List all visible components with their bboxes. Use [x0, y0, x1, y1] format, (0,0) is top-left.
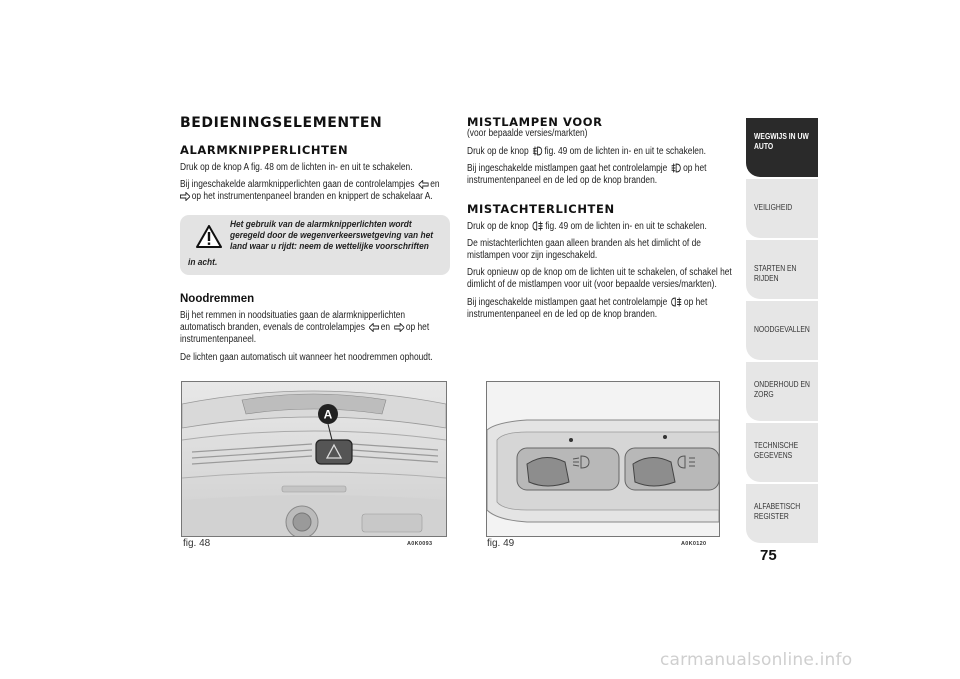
brake-l2b: en [380, 322, 391, 333]
alarm-p2b: en [430, 179, 440, 190]
arrow-left-icon [418, 180, 428, 189]
tab-label: TECHNISCHE GEGEVENS [754, 440, 799, 460]
fig49-code: A0K0120 [681, 541, 707, 547]
alarm-p1: Druk op de knop A fig. 48 om de lichten in- en uit te schakelen. [180, 162, 413, 173]
rear-p6 [467, 297, 707, 309]
brake-l1: Bij het remmen in noodsituaties gaan de alarmknipperlichten [180, 310, 406, 321]
brake-title: Noodremmen [180, 293, 255, 305]
page-number: 75 [760, 547, 777, 564]
rear-p3: mistlampen voor zijn ingeschakeld. [467, 250, 598, 261]
rear-p6b: op het [683, 297, 708, 308]
fog-p2a: Bij ingeschakelde mistlampen gaat het controlelampje [467, 163, 668, 174]
tab-label: WEGWIJS IN UW AUTO [754, 131, 809, 151]
fog-p2c: instrumentenpaneel en de led op de knop branden. [467, 175, 658, 186]
rear-fog-icon [671, 297, 682, 307]
tab-noodgevallen[interactable] [746, 301, 818, 360]
warning-box [180, 215, 450, 275]
fig49-label: fig. 49 [487, 538, 515, 549]
fig48-dashboard-illustration [182, 382, 446, 536]
tab-label: NOODGEVALLEN [754, 324, 810, 334]
rear-p1 [467, 221, 707, 233]
section-title: BEDIENINGSELEMENTEN [180, 115, 383, 131]
warning-l3: land waar u rijdt: neem de wettelijke voorschriften [230, 241, 429, 252]
brake-l2 [180, 322, 429, 334]
tab-starten[interactable] [746, 240, 818, 299]
tab-register[interactable] [746, 484, 818, 543]
fig48-code: A0K0093 [407, 541, 433, 547]
rear-p7: instrumentenpaneel en de led op de knop branden. [467, 309, 658, 320]
rear-p1b: fig. 49 om de lichten in- en uit te schakelen. [545, 221, 707, 232]
front-fog-icon [671, 163, 681, 173]
warning-l1: Het gebruik van de alarmknipperlichten wordt [230, 219, 412, 230]
rear-fog-icon [533, 221, 544, 231]
arrow-right-icon [180, 192, 190, 201]
tab-onderhoud[interactable] [746, 362, 818, 421]
brake-l3: instrumentenpaneel. [180, 334, 257, 345]
alarm-p2c: op het instrumentenpaneel branden en knippert de schakelaar A. [191, 191, 433, 202]
rear-title: MISTACHTERLICHTEN [467, 202, 615, 216]
arrow-right-icon [394, 323, 404, 332]
fig48-marker: A [323, 407, 333, 422]
fog-p1b: fig. 49 om de lichten in- en uit te schakelen. [544, 146, 706, 157]
tab-veiligheid[interactable] [746, 179, 818, 238]
rear-p4: Druk opnieuw op de knop om de lichten uit te schakelen, of schakel het [467, 267, 732, 278]
tab-wegwijs[interactable] [746, 118, 818, 177]
fig48-label: fig. 48 [183, 538, 211, 549]
brake-l2c: op het [405, 322, 430, 333]
front-fog-icon [533, 146, 543, 156]
arrow-left-icon [369, 323, 379, 332]
rear-p1a: Druk op de knop [467, 221, 529, 232]
fog-p2 [467, 163, 706, 175]
fog-sub: (voor bepaalde versies/markten) [467, 128, 588, 139]
alarm-p2-line2 [180, 191, 433, 203]
warning-triangle-icon [196, 225, 222, 248]
fig49-fog-switch-illustration [487, 382, 719, 536]
tab-label: ONDERHOUD EN ZORG [754, 379, 810, 399]
rear-p5: dimlicht of de mistlampen voor uit (voor bepaalde versies/markten). [467, 279, 717, 290]
brake-l2a: automatisch branden, evenals de controlelampjes [180, 322, 365, 333]
alarm-p2a: Bij ingeschakelde alarmknipperlichten gaan de controlelampjes [180, 179, 415, 190]
fog-title: MISTLAMPEN VOOR [467, 115, 603, 129]
fog-p1 [467, 146, 706, 158]
tab-label: VEILIGHEID [754, 202, 793, 212]
warning-l4: in acht. [188, 257, 218, 268]
rear-p6a: Bij ingeschakelde mistlampen gaat het controlelampje [467, 297, 668, 308]
fog-p2b: op het [683, 163, 707, 174]
alarm-title: ALARMKNIPPERLICHTEN [180, 143, 349, 157]
fig49-image [486, 381, 720, 537]
rear-p2: De mistachterlichten gaan alleen branden als het dimlicht of de [467, 238, 701, 249]
tab-label: ALFABETISCH REGISTER [754, 501, 801, 521]
tab-label: STARTEN EN RIJDEN [754, 263, 797, 283]
fig48-image [181, 381, 447, 537]
fog-p1a: Druk op de knop [467, 146, 529, 157]
warning-l2: geregeld door de wegenverkeerswetgeving van het [230, 230, 434, 241]
watermark: carmanualsonline.info [660, 650, 853, 670]
tab-technische[interactable] [746, 423, 818, 482]
brake-l4: De lichten gaan automatisch uit wanneer het noodremmen ophoudt. [180, 352, 433, 363]
alarm-p2-line1 [180, 179, 440, 191]
